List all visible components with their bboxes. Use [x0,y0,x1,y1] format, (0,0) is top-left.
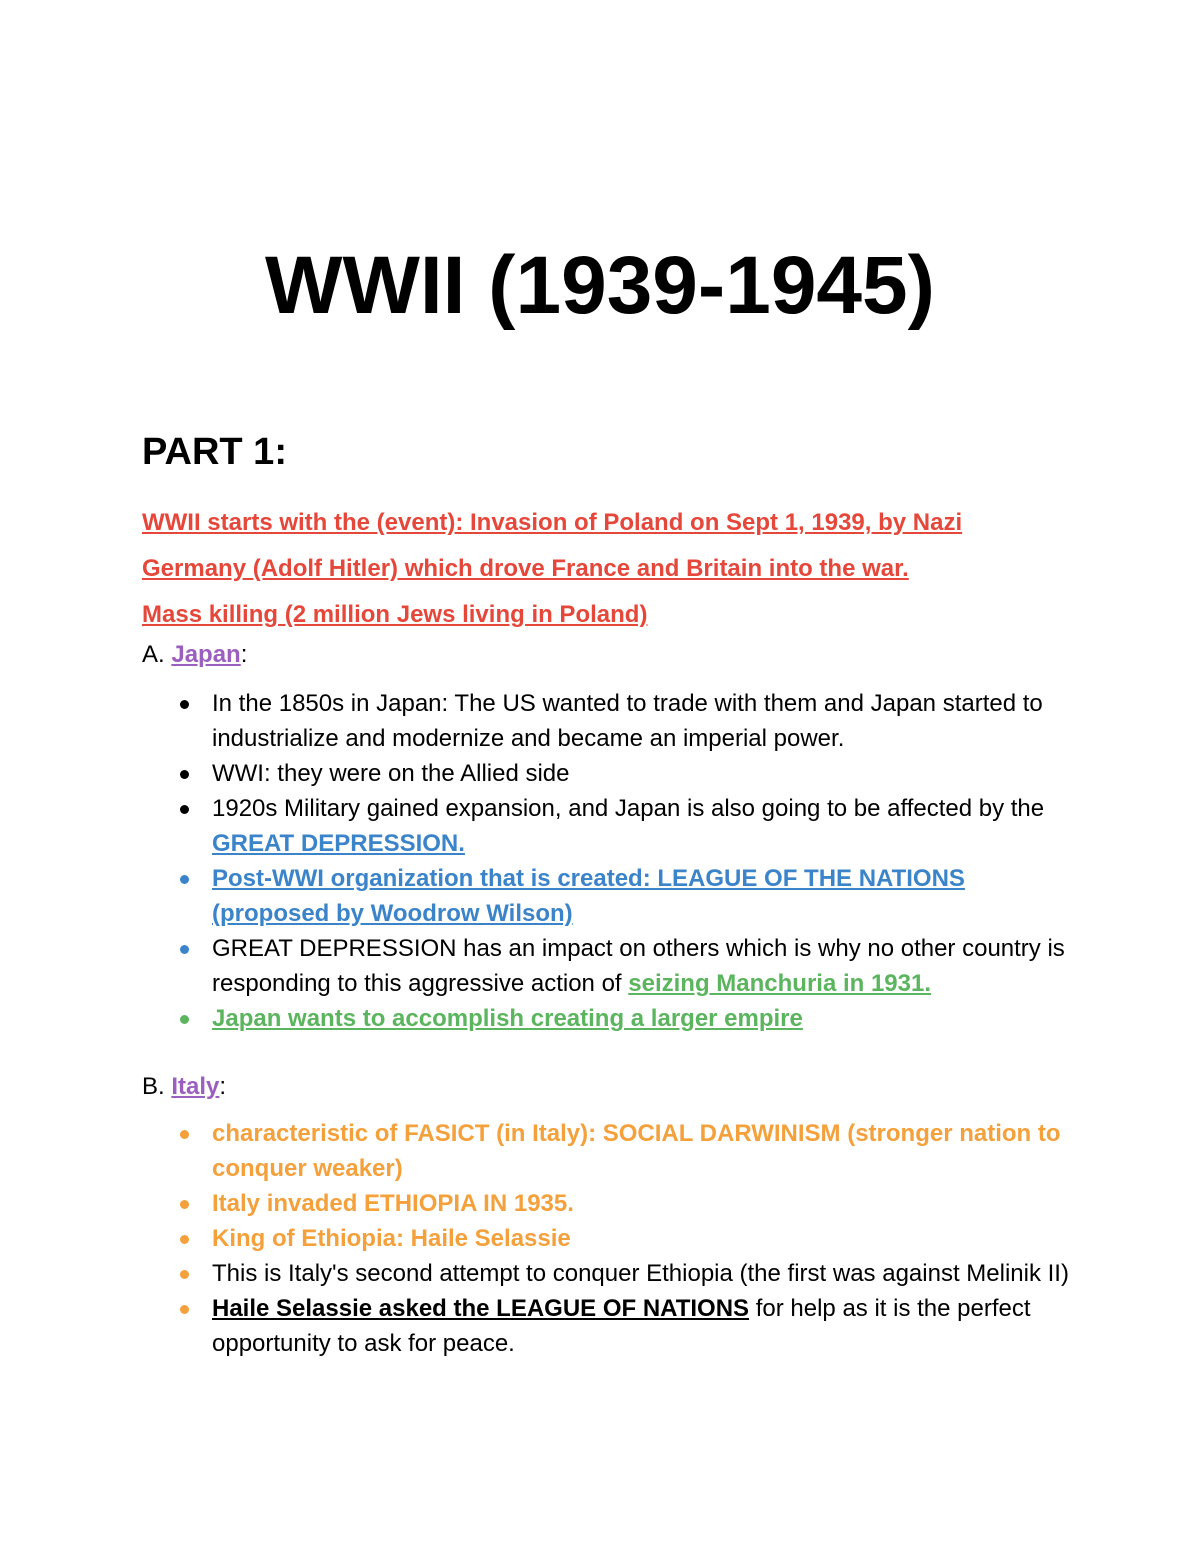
bullet-icon [180,700,189,709]
bullet-text: Italy invaded ETHIOPIA IN 1935. [212,1190,574,1217]
section-heading-italy [142,1070,226,1104]
bullet-icon [180,1305,189,1314]
intro-line: Germany (Adolf Hitler) which drove France and Britain into the war. [142,555,909,582]
bullet-text: GREAT DEPRESSION has an impact on others which is why no other country is responding to this aggressive action of [212,935,1065,997]
list-item [172,1256,1072,1291]
list-item [172,1221,1072,1256]
manchuria-link[interactable]: seizing Manchuria in 1931. [628,970,932,997]
list-item [172,1186,1072,1221]
larger-empire-link[interactable]: Japan wants to accomplish creating a larger empire [212,1005,803,1032]
intro-line: WWII starts with the (event): Invasion of Poland on Sept 1, 1939, by Nazi [142,509,963,536]
list-item [172,791,1072,861]
section-country-italy: Italy [171,1073,220,1100]
bullet-icon [180,875,189,884]
bullet-text: In the 1850s in Japan: The US wanted to trade with them and Japan started to industrialize and modernize and became an imperial power. [212,690,1043,752]
bullet-icon [180,1235,189,1244]
italy-bullet-list [172,1116,1072,1361]
section-country-japan: Japan [171,641,241,668]
document-title: WWII (1939-1945) [265,240,935,331]
list-item [172,861,1072,931]
section-suffix: : [240,641,248,668]
bullet-icon [180,945,189,954]
haile-selassie-link[interactable]: Haile Selassie asked the LEAGUE OF NATIONS [212,1295,750,1322]
bullet-text: WWI: they were on the Allied side [212,760,570,787]
bullet-text: characteristic of FASICT (in Italy): SOCIAL DARWINISM (stronger nation to conquer weaker) [212,1120,1061,1182]
league-of-nations-link[interactable]: Post-WWI organization that is created: LEAGUE OF THE NATIONS (proposed by Woodrow Wilson) [212,865,965,927]
bullet-text: This is Italy's second attempt to conquer Ethiopia (the first was against Melinik II) [212,1260,1069,1287]
list-item [172,1116,1072,1186]
list-item [172,1291,1072,1361]
bullet-icon [180,1200,189,1209]
list-item [172,1001,1072,1036]
bullet-text: for help as it is the perfect opportunity to ask for peace. [212,1295,1031,1357]
bullet-icon [180,805,189,814]
intro-line: Mass killing (2 million Jews living in Poland) [142,601,648,628]
list-item [172,931,1072,1001]
list-item [172,686,1072,756]
bullet-icon [180,1270,189,1279]
section-suffix: : [219,1073,227,1100]
part-heading: PART 1: [142,431,287,473]
great-depression-link[interactable]: GREAT DEPRESSION. [212,830,465,857]
section-heading-japan [142,638,247,672]
bullet-icon [180,1130,189,1139]
bullet-icon [180,770,189,779]
bullet-text: 1920s Military gained expansion, and Japan is also going to be affected by the [212,795,1045,822]
intro-paragraph [142,500,1102,638]
list-item [172,756,1072,791]
japan-bullet-list [172,686,1072,1036]
section-prefix: B. [142,1073,172,1100]
bullet-icon [180,1015,189,1024]
section-prefix: A. [142,641,172,668]
bullet-text: King of Ethiopia: Haile Selassie [212,1225,571,1252]
